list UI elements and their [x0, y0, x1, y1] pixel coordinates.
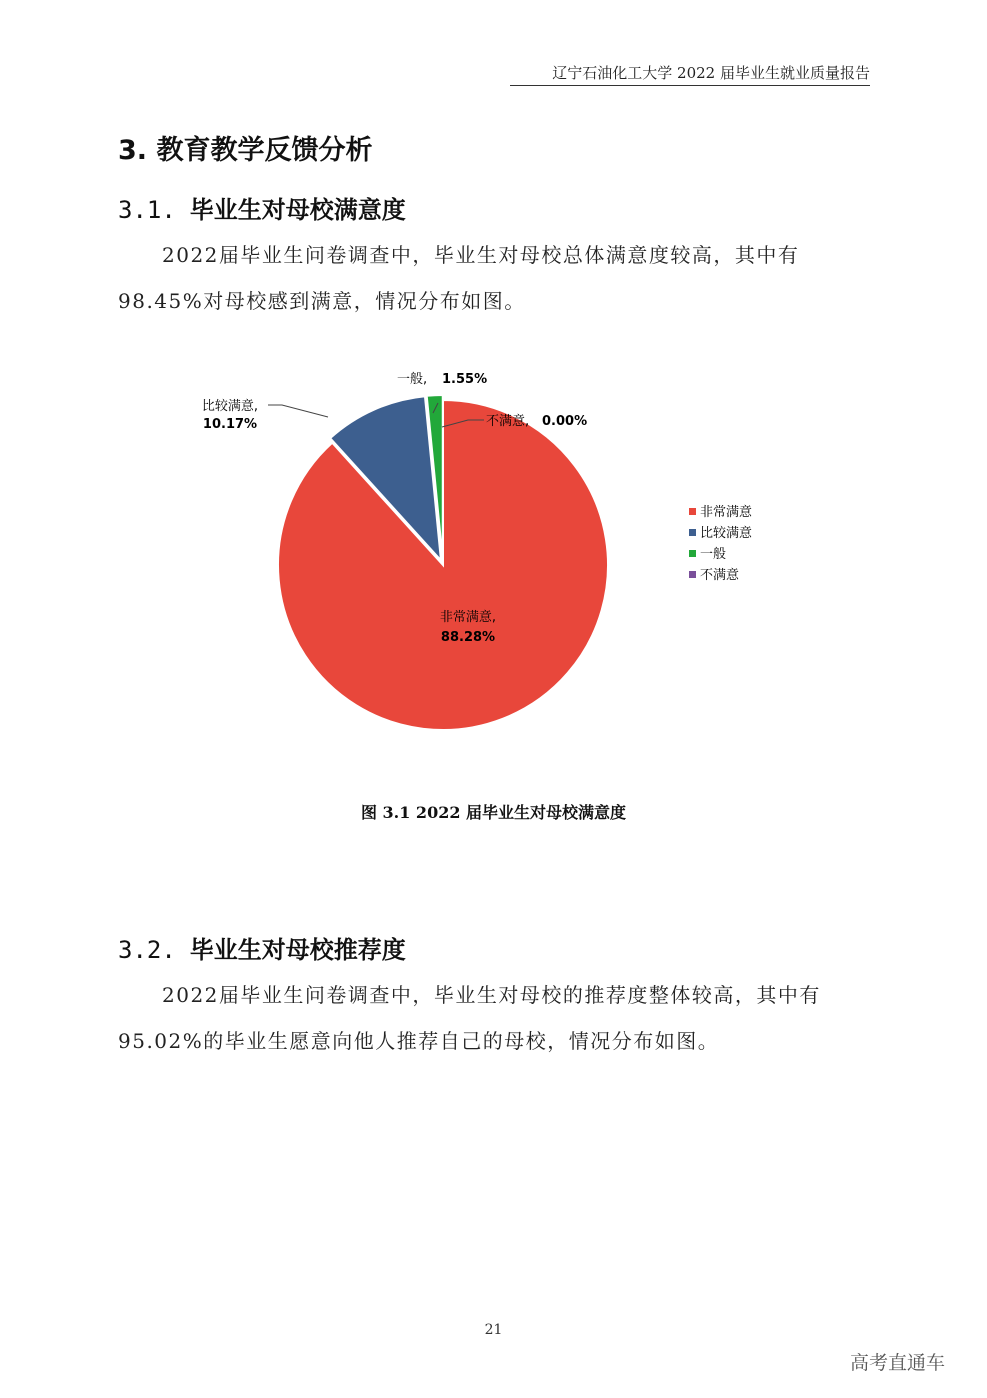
section-heading: 3. 教育教学反馈分析 [118, 135, 373, 166]
legend-label-bijiao: 比较满意 [700, 526, 753, 541]
legend-item-yiban [689, 547, 726, 562]
paragraph-recommendation: 2022届毕业生问卷调查中，毕业生对母校的推荐度整体较高，其中有95.02%的毕业生愿意向他人推荐自己的母校，情况分布如图。 [118, 983, 821, 1053]
subsection-title: 毕业生对母校推荐度 [189, 936, 406, 964]
slice-label-bumanyi [486, 413, 587, 429]
slice-label-bumanyi-value: 0.00% [542, 414, 588, 429]
watermark-text: 高考直通车 [850, 1352, 946, 1374]
figure-caption: 图 3.1 2022 届毕业生对母校满意度 [360, 803, 627, 822]
subsection-heading-3-2 [118, 930, 406, 965]
slice-label-bumanyi-name: 不满意, [486, 414, 530, 429]
legend-swatch-yiban [689, 550, 696, 557]
slice-label-feichang-name: 非常满意, [439, 610, 497, 625]
legend-item-bijiao [689, 525, 752, 541]
page-number: 21 [484, 1322, 503, 1338]
legend-swatch-bumanyi [689, 571, 696, 578]
legend-label-bumanyi: 不满意 [700, 568, 740, 583]
slice-label-bijiao [202, 398, 258, 432]
subsection-number: 3.1. [118, 196, 176, 224]
slice-label-yiban-value: 1.55% [442, 372, 488, 387]
legend-label-feichang: 非常满意 [700, 505, 753, 520]
legend-item-bumanyi [689, 567, 739, 583]
subsection-title: 毕业生对母校满意度 [189, 196, 406, 224]
subsection-number: 3.2. [118, 936, 176, 964]
legend-swatch-bijiao [689, 529, 696, 536]
legend-swatch-feichang [689, 508, 696, 515]
paragraph-satisfaction: 2022届毕业生问卷调查中，毕业生对母校总体满意度较高，其中有98.45%对母校感到满意，情况分布如图。 [118, 243, 800, 313]
running-header: 辽宁石油化工大学 2022 届毕业生就业质量报告 [510, 62, 870, 86]
legend-label-yiban: 一般 [700, 547, 727, 562]
slice-label-yiban [397, 372, 487, 387]
satisfaction-pie-chart [170, 355, 810, 735]
slice-label-feichang-value: 88.28% [440, 630, 496, 645]
slice-label-bijiao-value: 10.17% [202, 417, 258, 432]
legend-item-feichang [689, 504, 752, 520]
subsection-heading-3-1 [118, 190, 406, 225]
slice-label-yiban-name: 一般, [397, 372, 428, 387]
chart-legend [689, 504, 752, 583]
pie-slices [278, 395, 608, 730]
slice-label-bijiao-name: 比较满意, [201, 399, 259, 414]
